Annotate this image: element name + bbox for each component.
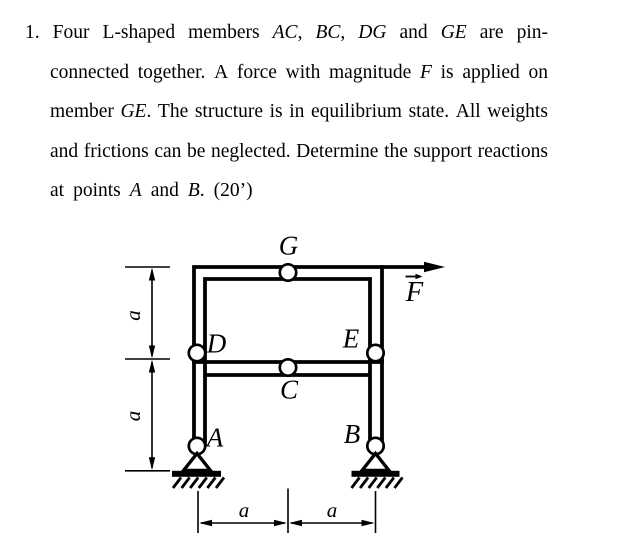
- left-dimension: [121, 267, 170, 471]
- word: magnitude: [329, 61, 412, 83]
- label-C: C: [279, 374, 299, 405]
- dim-arrowhead: [289, 520, 302, 526]
- support-triangle-B: [362, 454, 389, 471]
- word: structure: [194, 101, 264, 122]
- word: neglected.: [210, 140, 291, 162]
- word: points: [73, 180, 121, 201]
- word: B.: [187, 180, 205, 201]
- word: and: [399, 22, 428, 43]
- word: are: [479, 22, 504, 43]
- word: be: [186, 140, 206, 162]
- word: force: [236, 61, 277, 83]
- word: AC,: [272, 22, 303, 43]
- dim-arrowhead: [149, 360, 155, 373]
- dim-arrowhead: [149, 457, 155, 470]
- word: BC,: [315, 22, 346, 43]
- word: the: [384, 140, 408, 162]
- word: is: [440, 61, 454, 83]
- word: GE.: [120, 101, 152, 122]
- dim-arrowhead: [199, 520, 212, 526]
- support-B: [352, 454, 403, 489]
- word: and: [50, 140, 79, 162]
- label-E: E: [342, 323, 360, 354]
- word: with: [285, 61, 321, 83]
- pin-D: [189, 345, 205, 361]
- dim-arrowhead: [274, 520, 287, 526]
- word: in: [289, 101, 305, 122]
- word: applied: [462, 61, 520, 83]
- word: together.: [137, 61, 206, 83]
- word: Four: [52, 22, 90, 43]
- word: A: [214, 61, 229, 83]
- word: L-shaped: [102, 22, 176, 43]
- support-A: [172, 454, 224, 489]
- word: weights: [487, 101, 548, 122]
- dim-arrowhead: [362, 520, 375, 526]
- dim-label-a: a: [238, 498, 250, 522]
- pin-G: [280, 264, 296, 280]
- word: can: [154, 140, 182, 162]
- bottom-dimension: [198, 489, 376, 534]
- word: The: [157, 101, 189, 122]
- word: 1.: [25, 22, 40, 43]
- label-A: A: [206, 422, 224, 453]
- force-label: F: [405, 277, 424, 308]
- dim-label-a: a: [326, 498, 338, 522]
- word: All: [455, 101, 481, 122]
- word: is: [269, 101, 283, 122]
- word: support: [413, 140, 472, 162]
- ground-bar-B: [352, 471, 400, 477]
- ground-hatching-A: [173, 478, 224, 489]
- word: GE: [440, 22, 467, 43]
- word: state.: [408, 101, 450, 122]
- pin-E: [367, 345, 383, 361]
- word: Determine: [296, 140, 379, 162]
- word: on: [528, 61, 548, 83]
- pin-C: [280, 359, 296, 375]
- word: connected: [50, 61, 130, 83]
- word: equilibrium: [310, 101, 402, 122]
- label-B: B: [343, 419, 361, 449]
- word: F: [420, 61, 432, 83]
- word: at: [50, 180, 65, 201]
- dim-label-a: a: [121, 310, 145, 321]
- dim-label-a: a: [121, 410, 145, 422]
- dim-arrowhead: [149, 346, 155, 359]
- word: member: [50, 101, 114, 122]
- word: members: [188, 22, 260, 43]
- word: (20’): [213, 180, 253, 201]
- word: pin-: [516, 22, 548, 43]
- force-arrowhead: [424, 262, 445, 272]
- label-G: G: [278, 230, 299, 261]
- dim-arrowhead: [149, 268, 155, 281]
- ground-hatching-B: [352, 478, 403, 489]
- ground-bar-A: [172, 471, 221, 477]
- support-triangle-A: [184, 454, 211, 471]
- joint-labels: [205, 231, 361, 453]
- word: reactions: [477, 140, 548, 162]
- word: DG: [358, 22, 387, 43]
- label-D: D: [206, 328, 227, 359]
- word: A: [129, 180, 142, 201]
- word: frictions: [83, 140, 149, 162]
- word: and: [150, 180, 179, 201]
- force-arrow: [380, 262, 445, 308]
